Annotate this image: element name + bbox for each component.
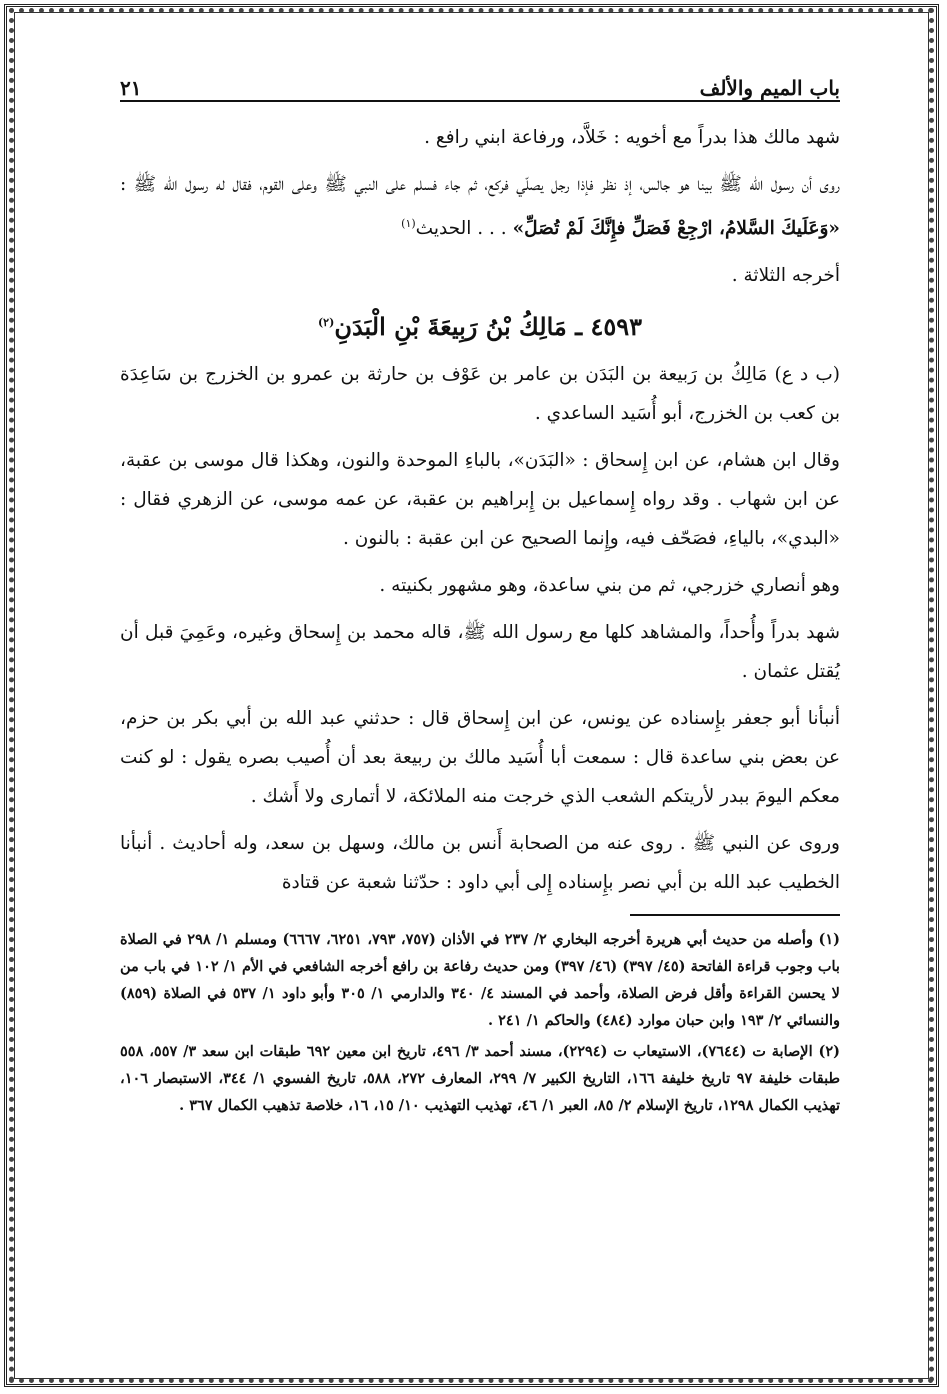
paragraph-5: وقال ابن هشام، عن ابن إِسحاق : «البَدَن»، بالباءِ الموحدة والنون، وهكذا قال موسى بن عقبة، عن ابن شهاب . وقد رواه إِسماعيل بن إِبراهيم بن عقبة، عن عمه موسى، عن الزهري فقال : «البدي»، بالياءِ، فصَحّف فيه، وإِنما الصحيح عن ابن عقبة : بالنون . bbox=[120, 450, 840, 550]
footnote-2: (٢) الإصابة ت (٧٦٤٤)، الاستيعاب ت (٢٢٩٤)، مسند أحمد ٣/ ٤٩٦، تاريخ ابن معين ٦٩٢ طبقات ابن سعد ٣/ ٥٥٧، ٥٥٨ طبقات خليفة ٩٧ تاريخ خليفة ١٦٦، التاريخ الكبير ٧/ ٢٩٩، المعارف ٢٧٢، ٥٨٨، تاريخ الفسوي ١/ ٣٤٤، الاستبصار ١٠٦، تهذيب الكمال ١٢٩٨، تاريخ الإسلام ٢/ ٨٥، العبر ١/ ٤٦، تهذيب التهذيب ١٠/ ١٥، ١٦، خلاصة تذهيب الكمال ٣٦٧ . bbox=[120, 1043, 840, 1115]
footnotes bbox=[120, 926, 840, 1119]
paragraph-6: وهو أنصاري خزرجي، ثم من بني ساعدة، وهو مشهور بكنيته . bbox=[379, 575, 840, 597]
running-header bbox=[120, 70, 840, 102]
paragraph-9: وروى عن النبي ﷺ . روى عنه من الصحابة أَنس بن مالك، وسهل بن سعد، وله أحاديث . أنبأنا الخطيب عبد الله بن أبي نصر بإِسناده إِلى أبي داود : حدّثنا شعبة عن قتادة bbox=[120, 833, 840, 894]
hadith-quote: «وَعَلَيكَ السَّلامُ، ارْجِعْ فَصَلِّ فإِنَّكَ لَمْ تُصَلِّ» bbox=[512, 218, 840, 240]
page-number: ٢١ bbox=[120, 76, 142, 100]
chapter-title: باب الميم والألف bbox=[699, 76, 840, 100]
paragraph-2-text: روى أن رسول الله ﷺ بينا هو جالس، إذ نظر فإذا رجل يصلّي فركع، ثم جاء فسلم على النبي ﷺ وعلى القوم، فقال له رسول الله ﷺ : bbox=[120, 174, 840, 195]
footnote-ref-2[interactable]: (٢) bbox=[317, 316, 335, 330]
paragraph-7: شهد بدراً وأُحداً، والمشاهد كلها مع رسول الله ﷺ، قاله محمد بن إِسحاق وغيره، وعَمِيَ قبل أن يُقتل عثمان . bbox=[120, 622, 840, 683]
paragraph-2 bbox=[120, 165, 840, 248]
footnote-separator bbox=[630, 914, 840, 916]
paragraph-4: (ب د ع) مَالِكُ بن رَبيعة بن البَدَن بن عامر بن عَوْف بن حارثة بن عمرو بن الخزرج بن سَاعِدَة بن كعب بن الخزرج، أبو أُسَيد الساعدي . bbox=[120, 364, 840, 425]
paragraph-1: شهد مالك هذا بدراً مع أخويه : خَلاَّد، ورفاعة ابني رافع . bbox=[424, 127, 840, 148]
paragraph-2-tail: . . . الحديث bbox=[415, 218, 507, 240]
book-page bbox=[120, 70, 840, 1123]
paragraph-3: أخرجه الثلاثة . bbox=[731, 265, 840, 287]
entry-heading bbox=[120, 303, 840, 347]
entry-title: ٤٥٩٣ ـ مَالِكُ بْنُ رَبِيعَةَ بْنِ الْبَدَنِ bbox=[334, 312, 643, 342]
paragraph-8: أنبأنا أبو جعفر بإِسناده عن يونس، عن ابن إِسحاق قال : حدثني عبد الله بن أبي بكر بن حزم، عن بعض بني ساعدة قال : سمعت أبا أُسَيد مالك بن ربيعة بعد أن أُصيب بصره يقول : لو كنت معكم اليومَ ببدر لأريتكم الشعب الذي خرجت منه الملائكة، لا أتمارى ولا أَشك . bbox=[120, 708, 840, 808]
footnote-ref-1[interactable]: (١) bbox=[401, 217, 416, 230]
footnote-1: (١) وأصله من حديث أبي هريرة أخرجه البخاري ٢/ ٢٣٧ في الأذان (٧٥٧، ٧٩٣، ٦٢٥١، ٦٦٦٧) ومسلم ١/ ٢٩٨ في الصلاة باب وجوب قراءة الفاتحة (٤٥/ ٣٩٧) (٤٦/ ٣٩٧) ومن حديث رفاعة بن رافع أخرجه الشافعي في الأم ١/ ١٠٢ في باب من لا يحسن القراءة وأقل فرض الصلاة، وأحمد في المسند ٤/ ٣٤٠ والدارمي ١/ ٣٠٥ وأبو داود ١/ ٥٣٧ في الصلاة (٨٥٩) والنسائي ٢/ ١٩٣ وابن حبان موارد (٤٨٤) والحاكم ١/ ٢٤١ . bbox=[120, 931, 840, 1030]
